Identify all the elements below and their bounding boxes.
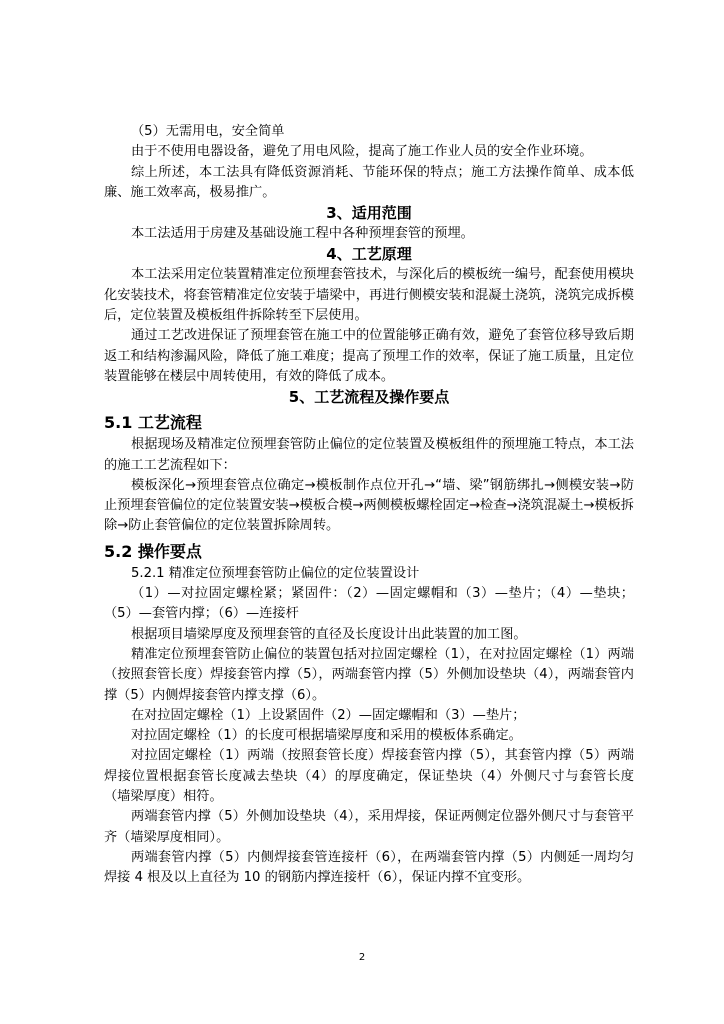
paragraph: （1）—对拉固定螺栓紧；紧固件：（2）—固定螺帽和（3）—垫片；（4）—垫块；（5）—套管内撑；（6）—连接杆 xyxy=(104,586,634,622)
paragraph: 在对拉固定螺栓（1）上设紧固件（2）—固定螺帽和（3）—垫片； xyxy=(131,707,526,723)
paragraph: （5）无需用电，安全简单 xyxy=(131,124,285,139)
subsection-heading-5-2-1: 5.2.1 精准定位预埋套管防止偏位的定位装置设计 xyxy=(131,565,420,581)
section-heading-5: 5、工艺流程及操作要点 xyxy=(288,388,450,407)
subsection-heading-5-1: 5.1 工艺流程 xyxy=(104,413,202,433)
paragraph: 对拉固定螺栓（1）的长度可根据墙梁厚度和采用的模板体系确定。 xyxy=(131,728,522,744)
paragraph: 本工法采用定位装置精准定位预埋套管技术，与深化后的模板统一编号，配套使用模块化安装技术，将套管精准定位安装于墙梁中，再进行侧模安装和混凝土浇筑，浇筑完成拆模后，定位装置及模板组件拆除转至下层使用。 xyxy=(104,267,634,324)
paragraph: 两端套管内撑（5）内侧焊接套管连接杆（6），在两端套管内撑（5）内侧延一周均匀焊接 4 根及以上直径为 10 的钢筋内撑连接杆（6），保证内撑不宜变形。 xyxy=(104,849,634,886)
subsection-heading-5-2: 5.2 操作要点 xyxy=(104,541,202,561)
paragraph: 综上所述，本工法具有降低资源消耗、节能环保的特点；施工方法操作简单、成本低廉、施工效率高，极易推广。 xyxy=(104,164,634,200)
paragraph: 对拉固定螺栓（1）两端（按照套管长度）焊接套管内撑（5），其套管内撑（5）两端焊接位置根据套管长度减去垫块（4）的厚度确定，保证垫块（4）外侧尺寸与套管长度（墙梁厚度）相符。 xyxy=(104,748,634,805)
paragraph: 本工法适用于房建及基础设施工程中各种预埋套管的预埋。 xyxy=(131,226,474,242)
paragraph: 精准定位预埋套管防止偏位的装置包括对拉固定螺栓（1），在对拉固定螺栓（1）两端（按照套管长度）焊接套管内撑（5），两端套管内撑（5）外侧加设垫块（4），两端套管内撑（5）内侧焊接套管内撑支撑（6）。 xyxy=(104,646,634,703)
section-heading-3: 3、适用范围 xyxy=(326,204,412,223)
page-number: 2 xyxy=(358,952,366,963)
section-heading-4: 4、工艺原理 xyxy=(326,245,412,264)
paragraph: 通过工艺改进保证了预埋套管在施工中的位置能够正确有效，避免了套管位移导致后期返工和结构渗漏风险，降低了施工难度；提高了预埋工作的效率，保证了施工质量，且定位装置能够在楼层中周转使用，有效的降低了成本。 xyxy=(104,328,634,384)
paragraph: 根据现场及精准定位预埋套管防止偏位的定位装置及模板组件的预埋施工特点，本工法的施工工艺流程如下： xyxy=(104,437,634,473)
process-flow-paragraph: 模板深化→预埋套管点位确定→模板制作点位开孔→“墙、梁”钢筋绑扎→侧模安装→防止预埋套管偏位的定位装置安装→模板合模→两侧模板螺栓固定→检查→浇筑混凝土→模板拆除→防止套管偏位的定位装置拆除周转。 xyxy=(104,477,634,534)
paragraph: 两端套管内撑（5）外侧加设垫块（4），采用焊接，保证两侧定位器外侧尺寸与套管平齐（墙梁厚度相同）。 xyxy=(104,809,634,845)
page-content xyxy=(104,122,634,889)
paragraph: 由于不使用电器设备，避免了用电风险，提高了施工作业人员的安全作业环境。 xyxy=(131,144,593,160)
paragraph: 根据项目墙梁厚度及预埋套管的直径及长度设计出此装置的加工图。 xyxy=(131,626,527,642)
